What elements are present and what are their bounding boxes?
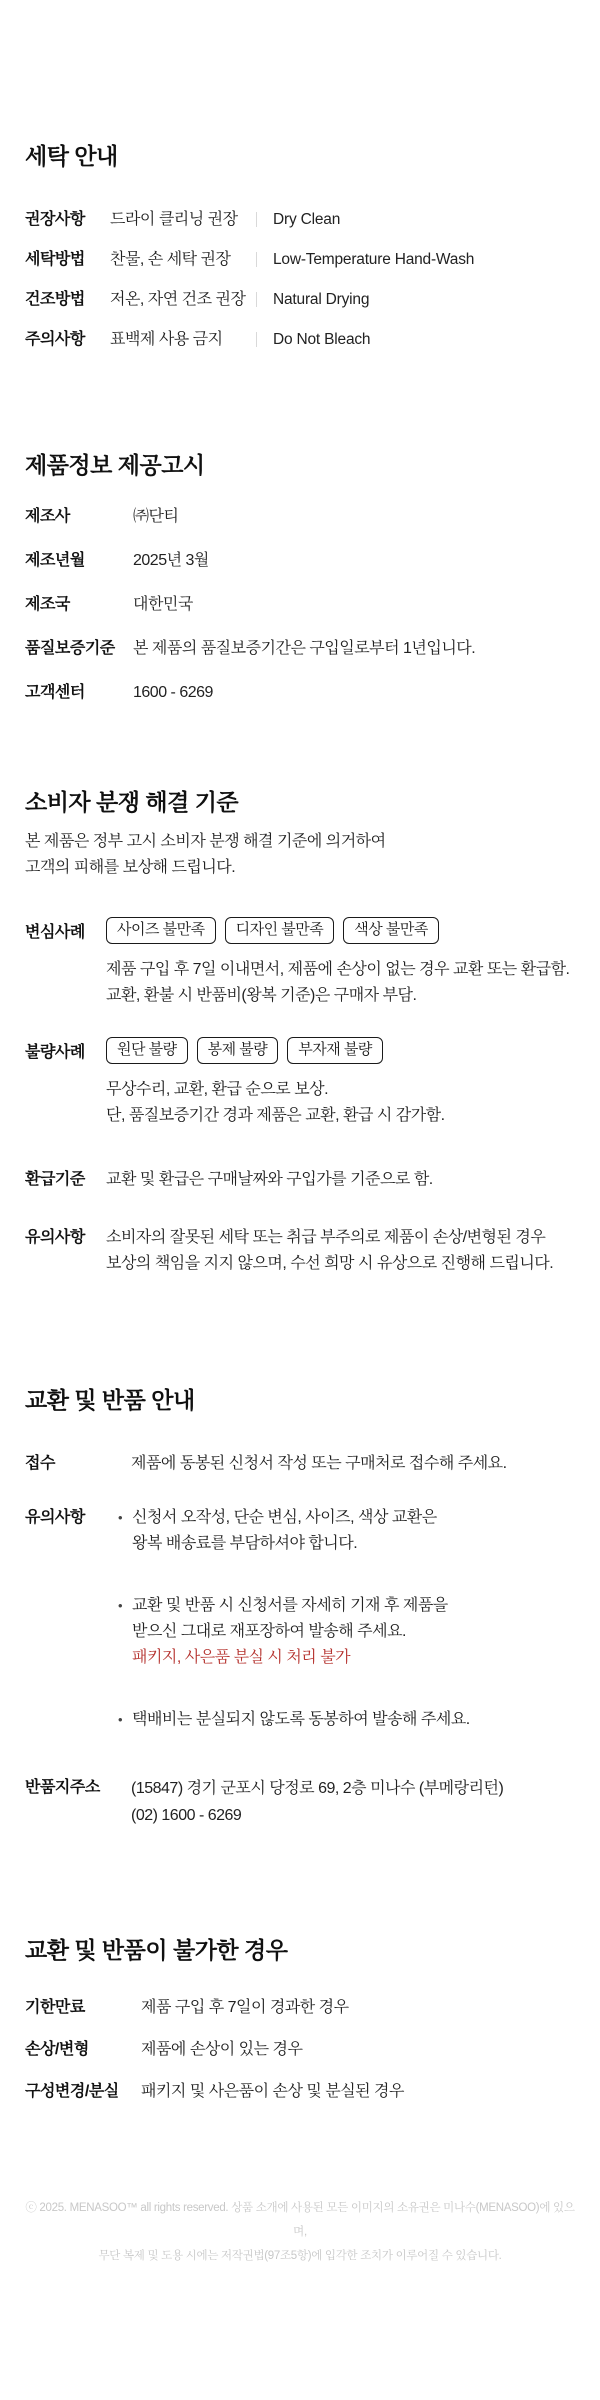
info-row-label: 품질보증기준 xyxy=(25,640,115,658)
defect-case xyxy=(25,1037,575,1129)
dispute-caution-label: 유의사항 xyxy=(25,1229,85,1247)
return-address-label: 반품지주소 xyxy=(25,1779,100,1797)
info-row-label: 고객센터 xyxy=(25,684,85,702)
case-head xyxy=(25,917,575,944)
info-row xyxy=(25,638,575,659)
reception-row xyxy=(25,1451,575,1477)
not-allowed-value: 제품 구입 후 7일이 경과한 경우 xyxy=(141,1999,349,2017)
wash-row-english: Do Not Bleach xyxy=(273,331,371,349)
copyright-line: 무단 복제 및 도용 시에는 저작권법(97조5항)에 입각한 조치가 이루어질 수 있습니다. xyxy=(98,2250,502,2263)
vertical-divider xyxy=(256,252,257,267)
note-text xyxy=(132,1505,437,1557)
info-row-value: 1600 - 6269 xyxy=(133,684,213,702)
wash-guide-title: 세탁 안내 xyxy=(25,143,118,170)
wash-row-english: Low-Temperature Hand-Wash xyxy=(273,251,475,269)
wash-row-label: 주의사항 xyxy=(25,331,85,349)
dispute-caution-value xyxy=(106,1225,553,1277)
info-row xyxy=(25,682,575,703)
dispute-caution-row xyxy=(25,1225,575,1277)
not-allowed-row xyxy=(25,2081,575,2102)
wash-row-label: 건조방법 xyxy=(25,291,85,309)
case-label: 변심사례 xyxy=(25,924,85,942)
info-row-value: 본 제품의 품질보증기간은 구입일로부터 1년입니다. xyxy=(133,640,476,658)
wash-row-korean: 표백제 사용 금지 xyxy=(110,331,223,349)
dispute-intro xyxy=(25,829,575,881)
case-description xyxy=(106,957,575,1009)
dispute-intro-line: 본 제품은 정부 고시 소비자 분쟁 해결 기준에 의거하여 xyxy=(25,833,386,851)
info-row-value: 2025년 3월 xyxy=(133,552,209,570)
not-allowed-value: 제품에 손상이 있는 경우 xyxy=(141,2041,303,2059)
vertical-divider xyxy=(256,212,257,227)
refund-standard-row xyxy=(25,1167,575,1193)
return-phone: (02) 1600 - 6269 xyxy=(131,1807,242,1825)
reception-label: 접수 xyxy=(25,1455,55,1473)
tag-chip: 원단 불량 xyxy=(106,1037,188,1064)
wash-row-korean: 저온, 자연 건조 권장 xyxy=(110,291,246,309)
wash-row xyxy=(25,289,575,310)
refund-standard-label: 환급기준 xyxy=(25,1171,85,1189)
wash-row-korean: 찬물, 손 세탁 권장 xyxy=(110,251,231,269)
wash-row xyxy=(25,329,575,350)
copyright-footer xyxy=(25,2196,575,2268)
wash-row-label: 권장사항 xyxy=(25,211,85,229)
tag-chip: 색상 불만족 xyxy=(343,917,439,944)
product-info-title: 제품정보 제공고시 xyxy=(25,452,205,479)
info-row xyxy=(25,506,575,527)
note-text xyxy=(132,1707,470,1733)
wash-row xyxy=(25,209,575,230)
section-product-info xyxy=(25,450,575,703)
case-description-line: 교환, 환불 시 반품비(왕복 기준)은 구매자 부담. xyxy=(106,987,417,1005)
note-line: 신청서 오작성, 단순 변심, 사이즈, 색상 교환은 xyxy=(132,1509,437,1527)
vertical-divider xyxy=(256,292,257,307)
not-allowed-label: 손상/변형 xyxy=(25,2041,89,2059)
case-label: 불량사례 xyxy=(25,1044,85,1062)
case-description xyxy=(106,1077,575,1129)
note-line: 받으신 그대로 재포장하여 발송해 주세요. xyxy=(132,1623,406,1641)
exchange-notes-row xyxy=(25,1505,575,1733)
dispute-title: 소비자 분쟁 해결 기준 xyxy=(25,789,239,816)
case-head xyxy=(25,1037,575,1064)
not-allowed-row xyxy=(25,1997,575,2018)
note-line: 왕복 배송료를 부담하셔야 합니다. xyxy=(132,1535,358,1553)
note-bullet xyxy=(118,1505,470,1557)
return-address-value xyxy=(131,1775,503,1829)
exchange-notes-list xyxy=(118,1505,470,1733)
return-address-row xyxy=(25,1775,575,1829)
wash-row xyxy=(25,249,575,270)
info-row-label: 제조년월 xyxy=(25,552,85,570)
note-bullet xyxy=(118,1707,470,1733)
change-of-mind-case xyxy=(25,917,575,1009)
wash-row-english: Dry Clean xyxy=(273,211,341,229)
dispute-caution-line: 보상의 책임을 지지 않으며, 수선 희망 시 유상으로 진행해 드립니다. xyxy=(106,1255,554,1273)
dispute-intro-line: 고객의 피해를 보상해 드립니다. xyxy=(25,859,236,877)
section-wash-guide xyxy=(25,0,575,350)
info-row-label: 제조국 xyxy=(25,596,70,614)
case-description-line: 무상수리, 교환, 환급 순으로 보상. xyxy=(106,1081,329,1099)
not-allowed-value: 패키지 및 사은품이 손상 및 분실된 경우 xyxy=(141,2083,404,2101)
info-row-label: 제조사 xyxy=(25,508,70,526)
not-allowed-label: 기한만료 xyxy=(25,1999,85,2017)
return-address-line: (15847) 경기 군포시 당정로 69, 2층 미나수 (부메랑리턴) xyxy=(131,1780,504,1798)
section-not-allowed xyxy=(25,1935,575,2102)
tag-chip: 봉제 불량 xyxy=(197,1037,279,1064)
refund-standard-value: 교환 및 환급은 구매날짜와 구입가를 기준으로 함. xyxy=(106,1171,433,1189)
info-row-value: 대한민국 xyxy=(133,596,193,614)
case-tags xyxy=(106,1037,383,1064)
note-warning-red: 패키지, 사은품 분실 시 처리 불가 xyxy=(132,1649,351,1667)
case-description-line: 제품 구입 후 7일 이내면서, 제품에 손상이 없는 경우 교환 또는 환급함. xyxy=(106,961,570,979)
vertical-divider xyxy=(256,332,257,347)
wash-row-label: 세탁방법 xyxy=(25,251,85,269)
not-allowed-title: 교환 및 반품이 불가한 경우 xyxy=(25,1937,288,1964)
bullet-icon: • xyxy=(118,1712,123,1728)
wash-row-korean: 드라이 클리닝 권장 xyxy=(110,211,238,229)
exchange-title: 교환 및 반품 안내 xyxy=(25,1387,195,1414)
section-dispute-resolution xyxy=(25,787,575,1277)
exchange-notes-label: 유의사항 xyxy=(25,1509,85,1527)
bullet-icon: • xyxy=(118,1510,123,1526)
section-exchange-return xyxy=(25,1385,575,1829)
wash-row-english: Natural Drying xyxy=(273,291,370,309)
tag-chip: 부자재 불량 xyxy=(287,1037,383,1064)
note-line: 택배비는 분실되지 않도록 동봉하여 발송해 주세요. xyxy=(132,1711,470,1729)
tag-chip: 사이즈 불만족 xyxy=(106,917,216,944)
not-allowed-row xyxy=(25,2039,575,2060)
reception-value: 제품에 동봉된 신청서 작성 또는 구매처로 접수해 주세요. xyxy=(131,1455,507,1473)
info-row xyxy=(25,594,575,615)
case-tags xyxy=(106,917,439,944)
note-line: 교환 및 반품 시 신청서를 자세히 기재 후 제품을 xyxy=(132,1597,448,1615)
info-row xyxy=(25,550,575,571)
note-bullet xyxy=(118,1593,470,1671)
note-text xyxy=(132,1593,448,1671)
info-row-value: ㈜단티 xyxy=(133,508,179,526)
case-description-line: 단, 품질보증기간 경과 제품은 교환, 환급 시 감가함. xyxy=(106,1107,445,1125)
tag-chip: 디자인 불만족 xyxy=(225,917,335,944)
not-allowed-label: 구성변경/분실 xyxy=(25,2083,119,2101)
bullet-icon: • xyxy=(118,1598,123,1614)
copyright-line: ⓒ 2025. MENASOO™ all rights reserved. 상품 소개에 사용된 모든 이미지의 소유권은 미나수(MENASOO)에 있으며, xyxy=(25,2202,575,2239)
dispute-caution-line: 소비자의 잘못된 세탁 또는 취급 부주의로 제품이 손상/변형된 경우 xyxy=(106,1229,546,1247)
